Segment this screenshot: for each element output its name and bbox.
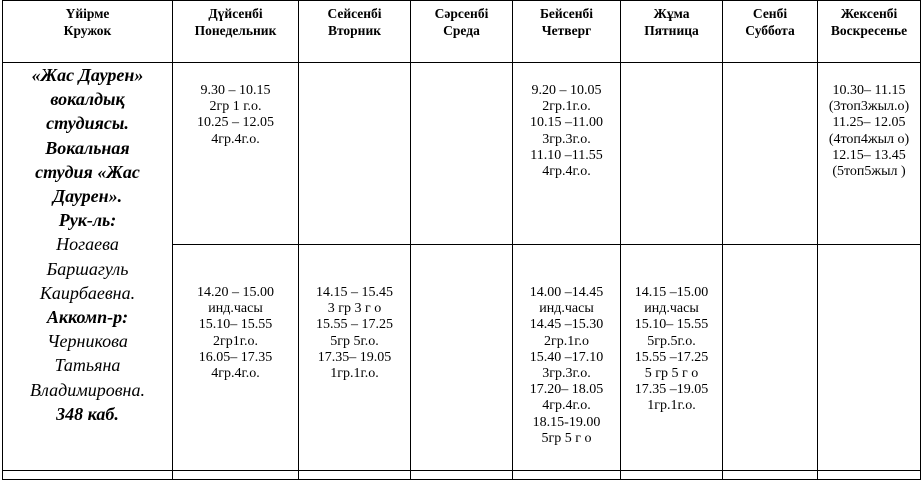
header-row xyxy=(3,1,921,63)
schedule-line: 2гр.1г.о. xyxy=(542,99,591,115)
schedule-cell xyxy=(411,63,513,245)
header-kazakh-label: Сейсенбі xyxy=(327,6,382,21)
schedule-line: 14.00 –14.45 xyxy=(529,285,604,300)
circle-info-line: Владимировна. xyxy=(30,379,145,400)
header-russian-label: Вторник xyxy=(327,23,382,38)
schedule-cell xyxy=(173,63,299,245)
empty-cell xyxy=(3,471,173,480)
schedule-line: 4гр.4г.о. xyxy=(542,164,591,180)
header-kazakh-label: Жұма xyxy=(653,6,690,21)
schedule-line: 1гр.1г.о. xyxy=(647,398,696,414)
header-kazakh-label: Жексенбі xyxy=(840,6,898,21)
empty-cell xyxy=(173,471,299,480)
column-header xyxy=(3,1,173,63)
circle-info-line: 348 каб. xyxy=(56,403,119,424)
header-kazakh-label: Бейсенбі xyxy=(539,6,594,21)
schedule-cell xyxy=(513,245,621,471)
schedule-cell xyxy=(818,245,921,471)
circle-info-line: «Жас Даурен» xyxy=(31,65,144,85)
column-header xyxy=(299,1,411,63)
schedule-line: 2гр.1г.о xyxy=(544,333,589,349)
circle-info-line: Каирбаевна. xyxy=(39,282,136,303)
header-kazakh-label: Сенбі xyxy=(752,6,788,21)
schedule-line: 5 гр 5 г о xyxy=(644,366,699,382)
schedule-line: 2гр 1 г.о. xyxy=(209,99,262,115)
schedule-line: 10.25 – 12.05 xyxy=(197,115,274,131)
schedule-line: 3гр.3г.о. xyxy=(542,131,591,147)
schedule-row-morning xyxy=(3,63,921,245)
schedule-line: 15.40 –17.10 xyxy=(529,349,604,365)
schedule-line: (3топ3жыл.о) xyxy=(828,99,910,115)
schedule-line: 15.10– 15.55 xyxy=(198,317,273,333)
schedule-line: 15.55 –17.25 xyxy=(634,349,709,365)
circle-info-line: Черникова xyxy=(47,331,128,352)
schedule-line: 17.35– 19.05 xyxy=(317,349,392,365)
schedule-line: 14.45 –15.30 xyxy=(529,317,604,333)
schedule-cell xyxy=(621,63,723,245)
schedule-cell xyxy=(411,245,513,471)
schedule-line: 14.20 – 15.00 xyxy=(197,285,274,300)
schedule-row-empty xyxy=(3,471,921,480)
schedule-line: 18.15-19.00 xyxy=(532,414,601,430)
header-russian-label: Суббота xyxy=(745,23,795,38)
circle-info-line: Рук-ль: xyxy=(58,210,117,231)
header-russian-label: Среда xyxy=(443,23,480,38)
schedule-line: 9.30 – 10.15 xyxy=(200,83,271,98)
schedule-line: 4гр.4г.о. xyxy=(211,131,260,147)
schedule-cell xyxy=(173,245,299,471)
schedule-cell xyxy=(299,245,411,471)
schedule-cell xyxy=(513,63,621,245)
header-russian-label: Пятница xyxy=(644,23,699,38)
schedule-line: инд.часы xyxy=(644,301,699,317)
schedule-line: 10.30– 11.15 xyxy=(832,83,906,98)
schedule-line: 4гр.4г.о. xyxy=(542,398,591,414)
schedule-line: 3 гр 3 г о xyxy=(327,301,382,317)
column-header xyxy=(411,1,513,63)
schedule-cell xyxy=(299,63,411,245)
circle-info-line: вокалдық xyxy=(50,89,125,110)
empty-cell xyxy=(411,471,513,480)
schedule-line: 9.20 – 10.05 xyxy=(531,83,602,98)
schedule-line: (5топ5жыл ) xyxy=(832,164,906,180)
schedule-line: 2гр1г.о. xyxy=(213,333,258,349)
schedule-line: 16.05– 17.35 xyxy=(198,349,273,365)
schedule-cell xyxy=(723,63,818,245)
schedule-line: 17.35 –19.05 xyxy=(634,382,709,398)
circle-info-line: Татьяна xyxy=(54,355,121,376)
schedule-line: 11.25– 12.05 xyxy=(832,115,906,131)
schedule-line: 14.15 –15.00 xyxy=(634,285,709,300)
schedule-line: 14.15 – 15.45 xyxy=(316,285,393,300)
empty-cell xyxy=(299,471,411,480)
circle-info-line: Ногаева xyxy=(56,234,119,255)
circle-info-line: студия «Жас xyxy=(35,161,140,182)
header-kazakh-label: Сәрсенбі xyxy=(434,6,489,21)
header-kazakh-label: Үйірме xyxy=(65,6,110,21)
schedule-line: инд.часы xyxy=(208,301,263,317)
empty-cell xyxy=(818,471,921,480)
schedule-table xyxy=(2,0,921,480)
header-russian-label: Кружок xyxy=(63,23,112,38)
circle-info-line: Аккомп-р: xyxy=(46,307,129,328)
circle-info-line: Баршагуль xyxy=(46,258,129,279)
header-russian-label: Понедельник xyxy=(194,23,277,38)
schedule-line: 4гр.4г.о. xyxy=(211,366,260,382)
schedule-line: 11.10 –11.55 xyxy=(530,147,603,163)
empty-cell xyxy=(513,471,621,480)
schedule-line: 5гр 5г.о. xyxy=(330,333,379,349)
column-header xyxy=(723,1,818,63)
column-header xyxy=(513,1,621,63)
schedule-line: 5гр.5г.о. xyxy=(647,333,696,349)
header-kazakh-label: Дүйсенбі xyxy=(208,6,263,21)
circle-info-cell xyxy=(3,63,173,471)
schedule-cell xyxy=(621,245,723,471)
circle-info-line: Вокальная xyxy=(45,137,130,158)
schedule-line: 5гр 5 г о xyxy=(541,430,592,446)
column-header xyxy=(173,1,299,63)
schedule-line: 3гр.3г.о. xyxy=(542,366,591,382)
schedule-line: 1гр.1г.о. xyxy=(330,366,379,382)
column-header xyxy=(621,1,723,63)
schedule-line: (4топ4жыл о) xyxy=(828,131,910,147)
header-russian-label: Воскресенье xyxy=(830,23,908,38)
circle-info-line: студиясы. xyxy=(46,113,129,134)
schedule-line: инд.часы xyxy=(539,301,594,317)
schedule-cell xyxy=(723,245,818,471)
column-header xyxy=(818,1,921,63)
circle-info-line: Даурен». xyxy=(52,186,123,207)
empty-cell xyxy=(621,471,723,480)
empty-cell xyxy=(723,471,818,480)
schedule-line: 17.20– 18.05 xyxy=(529,382,604,398)
schedule-line: 15.55 – 17.25 xyxy=(316,317,393,333)
schedule-line: 10.15 –11.00 xyxy=(530,115,603,131)
schedule-cell xyxy=(818,63,921,245)
schedule-line: 15.10– 15.55 xyxy=(634,317,709,333)
header-russian-label: Четверг xyxy=(541,23,592,38)
schedule-line: 12.15– 13.45 xyxy=(832,147,906,163)
